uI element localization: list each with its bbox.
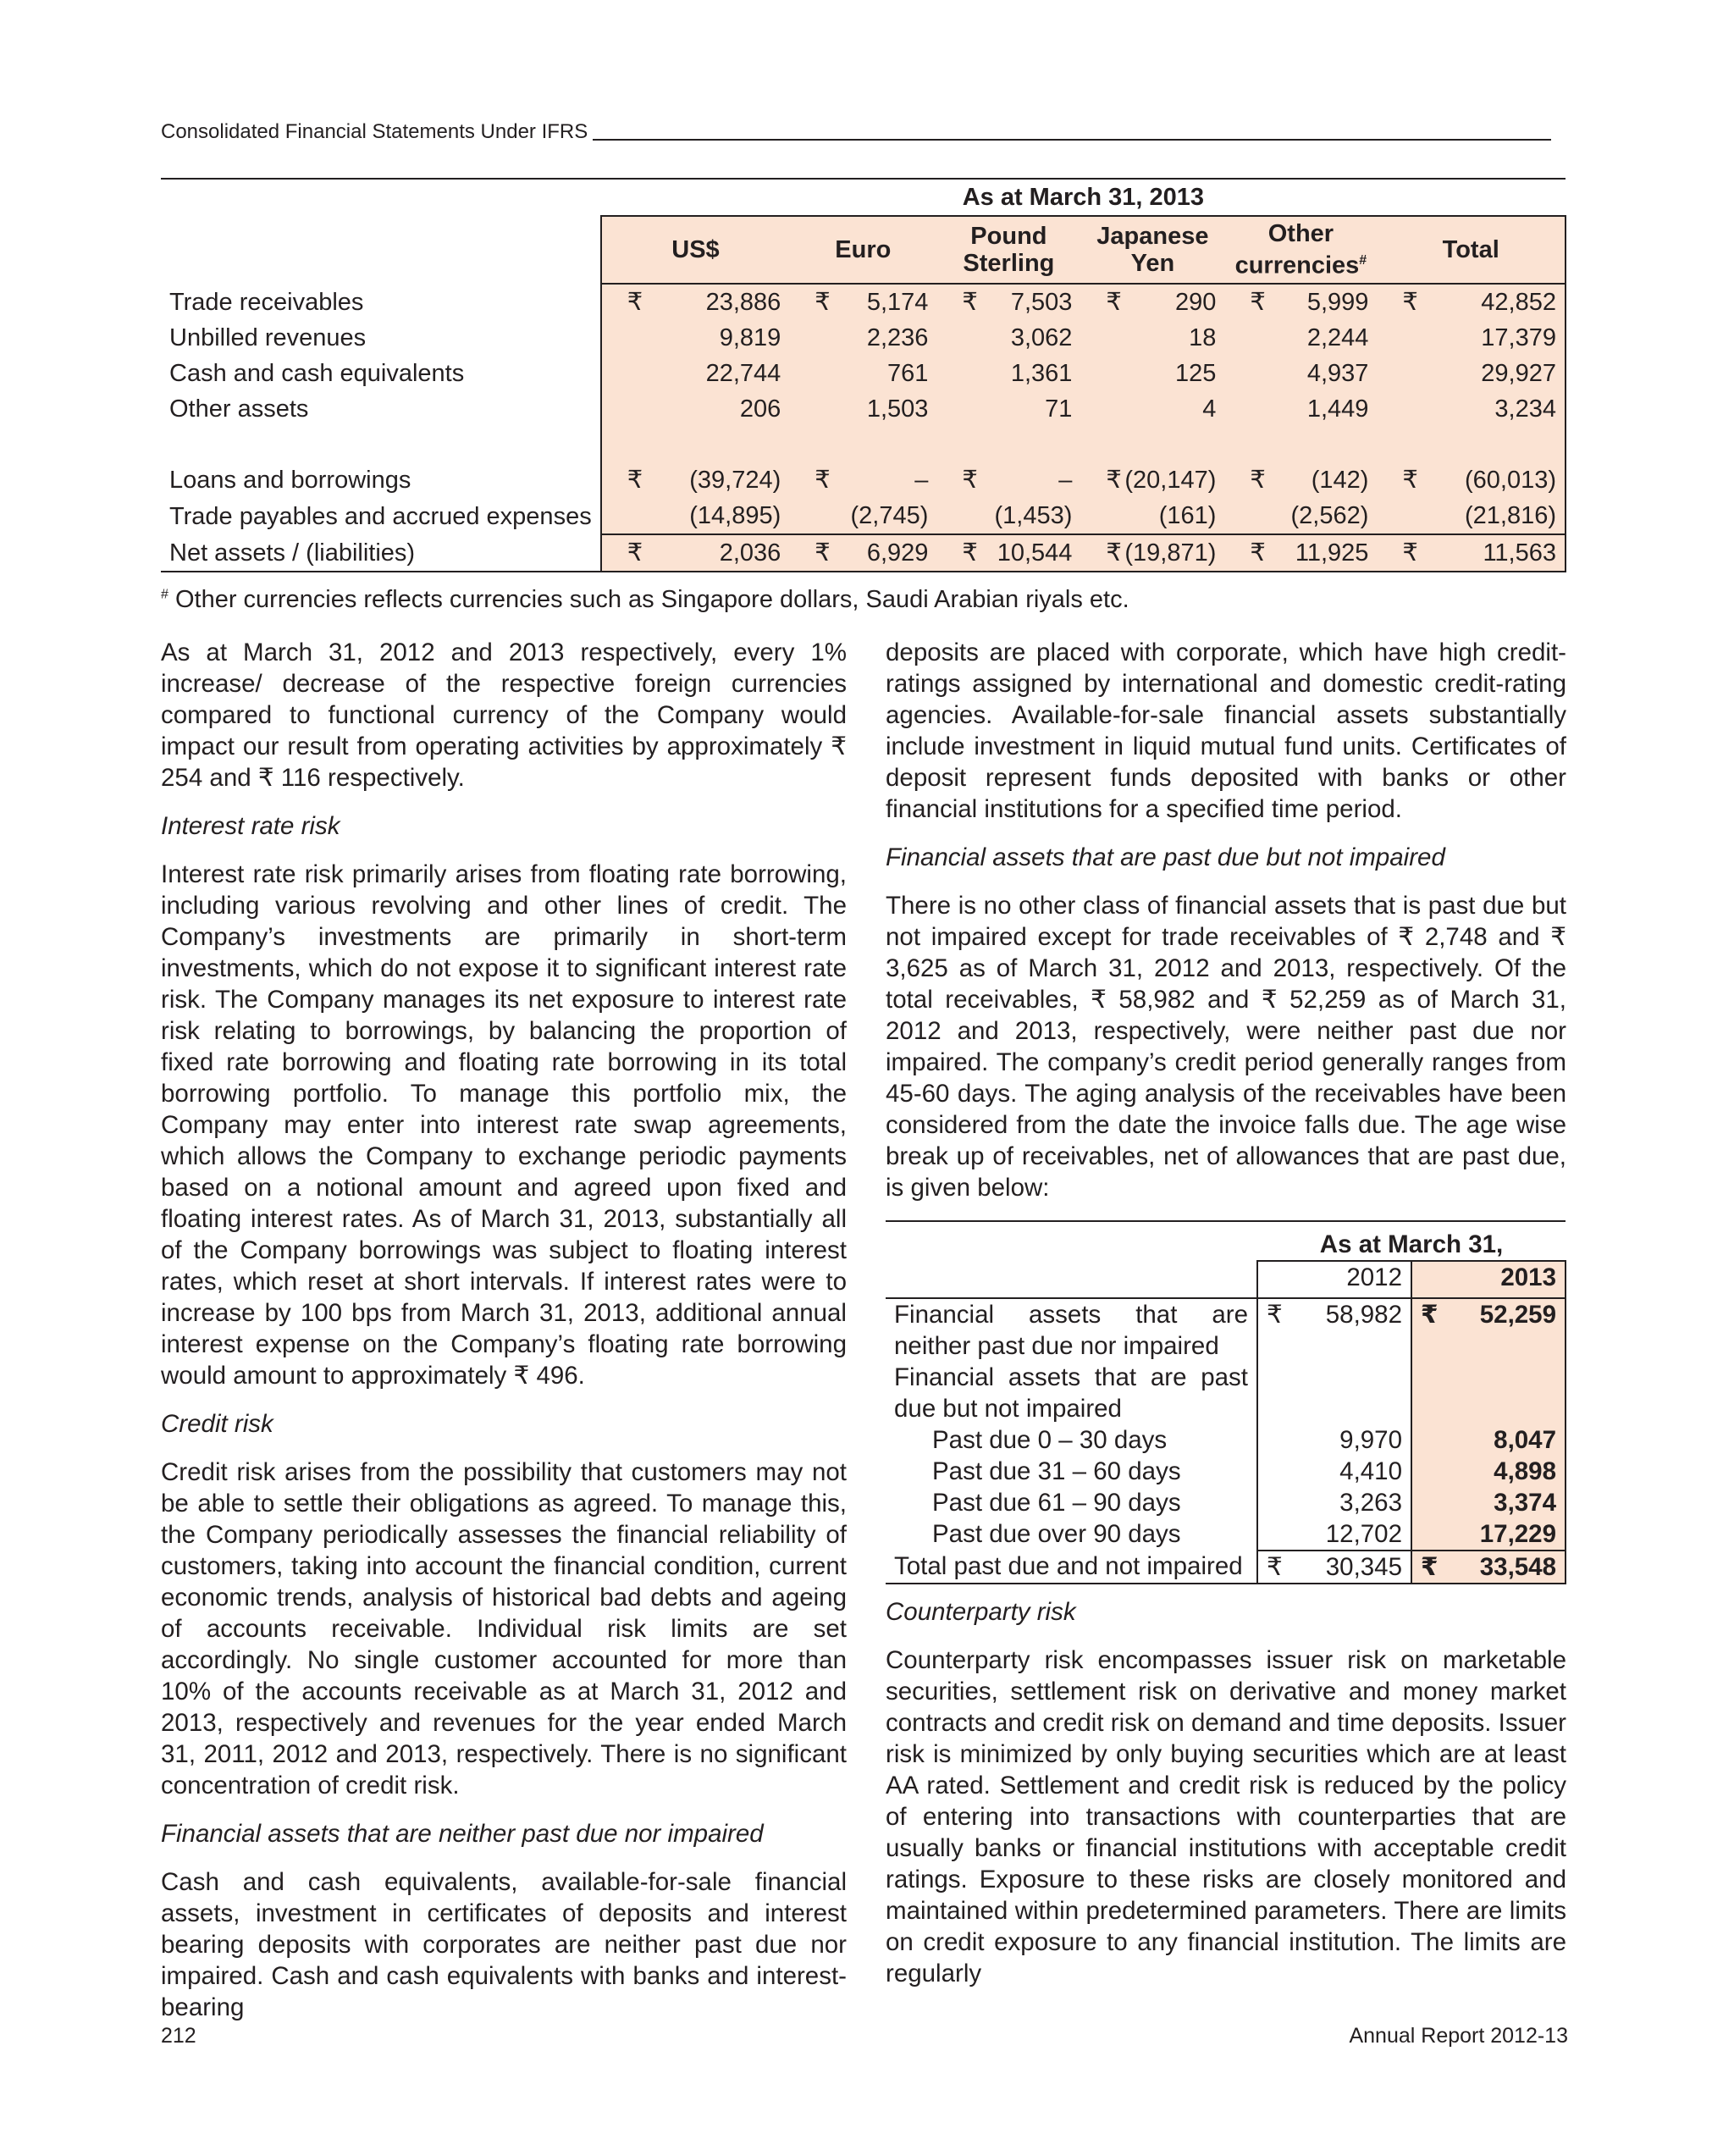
year-2013: 2013 — [1411, 1261, 1566, 1298]
table-row-total: Net assets / (liabilities) ₹ 2,036 ₹ 6,929 ₹ 10,544 ₹ (19,871) ₹ 11,925 ₹ 11,563 — [161, 534, 1566, 572]
table-row: Other assets 206 1,503 71 4 1,449 3,234 — [161, 391, 1566, 427]
subheading-neither-past-due: Financial assets that are neither past due nor impaired — [161, 1820, 764, 1848]
right-column — [886, 637, 1566, 2006]
page-header — [161, 120, 1551, 144]
year-2012: 2012 — [1257, 1261, 1411, 1298]
table-row: Financial assets that are past due but not impaired — [886, 1362, 1566, 1424]
subheading-past-due: Financial assets that are past due but not impaired — [886, 843, 1445, 871]
table-row: Cash and cash equivalents 22,744 761 1,361 125 4,937 29,927 — [161, 356, 1566, 391]
aging-period: As at March 31, — [1257, 1229, 1566, 1261]
aging-table — [886, 1220, 1566, 1584]
section-title: Consolidated Financial Statements Under IFRS — [161, 120, 588, 143]
col-pound: Pound Sterling — [936, 216, 1080, 284]
page-number: 212 — [161, 2024, 196, 2048]
table-row: Trade payables and accrued expenses (14,895) (2,745) (1,453) (161) (2,562) (21,816) — [161, 498, 1566, 534]
table-row: Trade receivables ₹ 23,886 ₹ 5,174 ₹ 7,503 ₹ 290 ₹ 5,999 ₹ 42,852 — [161, 284, 1566, 320]
paragraph: Cash and cash equivalents, available-for-sale financial assets, investment in certificates of deposits and interest bearing deposits with corporates are neither past due nor impaired. Cash and cash equivalents with banks and interest-bearing — [161, 1868, 847, 2021]
table-row: Past due 61 – 90 days 3,263 3,374 — [886, 1487, 1566, 1518]
paragraph: Counterparty risk encompasses issuer risk on marketable securities, settlement risk on derivative and money market contracts and credit risk on demand and time deposits. Issuer risk is minimized by only buying securities which are at least AA rated. Settlement and credit risk is reduced by the policy of entering into transactions with counterparties that are usually banks or financial institutions with acceptable credit ratings. Exposure to these risks are closely monitored and maintained within predetermined parameters. There are limits on credit exposure to any financial institution. The limits are regularly — [886, 1646, 1566, 1987]
table-row: Past due 0 – 30 days 9,970 8,047 — [886, 1424, 1566, 1456]
paragraph: deposits are placed with corporate, which have high credit-ratings assigned by international and domestic credit-rating agencies. Available-for-sale financial assets substantially include investment in liquid mutual fund units. Certificates of deposit represent funds deposited with banks or other financial institutions for a specified time period. — [886, 639, 1566, 823]
paragraph: Credit risk arises from the possibility that customers may not be able to settle their obligations as agreed. To manage this, the Company periodically assesses the financial reliability of customers, taking into account the financial condition, current economic trends, analysis of historical bad debts and ageing of accounts receivable. Individual risk limits are set accordingly. No single customer accounted for more than 10% of the accounts receivable as at March 31, 2012 and 2013, respectively and revenues for the year ended March 31, 2011, 2012 and 2013, respectively. There is no significant concentration of credit risk. — [161, 1458, 847, 1799]
table-row: Loans and borrowings ₹ (39,724) ₹ – ₹ – ₹ (20,147) ₹ (142) ₹ (60,013) — [161, 462, 1566, 498]
report-title: Annual Report 2012-13 — [1349, 2024, 1568, 2048]
currency-table-period: As at March 31, 2013 — [601, 179, 1566, 216]
table-footnote: # Other currencies reflects currencies such as Singapore dollars, Saudi Arabian riyals etc. — [161, 586, 1129, 613]
subheading-counterparty-risk: Counterparty risk — [886, 1598, 1076, 1626]
paragraph: There is no other class of financial assets that is past due but not impaired except for trade receivables of ₹ 2,748 and ₹ 3,625 as of March 31, 2012 and 2013, respectively. Of the total receivables, ₹ 58,982 and ₹ 52,259 as of March 31, 2012 and 2013, respectively, were neither past due nor impaired. The company’s credit period generally ranges from 45-60 days. The aging analysis of the receivables have been considered from the date the invoice falls due. The age wise break up of receivables, net of allowances that are past due, is given below: — [886, 892, 1566, 1202]
col-yen: Japanese Yen — [1080, 216, 1224, 284]
col-total: Total — [1377, 216, 1566, 284]
left-column — [161, 637, 847, 2040]
table-spacer — [161, 427, 1566, 462]
table-row: Financial assets that are neither past due nor impaired ₹ 58,982 ₹ 52,259 — [886, 1298, 1566, 1362]
paragraph: Interest rate risk primarily arises from floating rate borrowing, including various revolving and other lines of credit. The Company’s investments are primarily in short-term investments, which do not expose it to significant interest rate risk. The Company manages its net exposure to interest rate risk relating to borrowings, by balancing the proportion of fixed rate borrowing and floating rate borrowing in its total borrowing portfolio. To manage this portfolio mix, the Company may enter into interest rate swap agreements, which allows the Company to exchange periodic payments based on a notional amount and agreed upon fixed and floating interest rates. As of March 31, 2013, substantially all of the Company borrowings was subject to floating interest rates, which reset at short intervals. If interest rates were to increase by 100 bps from March 31, 2013, additional annual interest expense on the Company’s floating rate borrowing would amount to approximately ₹ 496. — [161, 860, 847, 1390]
header-rule — [593, 139, 1551, 141]
subheading-interest-rate-risk: Interest rate risk — [161, 812, 340, 840]
col-other: Other currencies# — [1224, 216, 1377, 284]
subheading-credit-risk: Credit risk — [161, 1410, 273, 1438]
paragraph: As at March 31, 2012 and 2013 respectively, every 1% increase/ decrease of the respective foreign currencies compared to functional currency of the Company would impact our result from operating activities by approximately ₹ 254 and ₹ 116 respectively. — [161, 639, 847, 792]
table-row: Past due 31 – 60 days 4,410 4,898 — [886, 1456, 1566, 1487]
col-euro: Euro — [789, 216, 936, 284]
col-usd: US$ — [601, 216, 790, 284]
table-row-total: Total past due and not impaired ₹ 30,345 ₹ 33,548 — [886, 1551, 1566, 1584]
currency-exposure-table — [161, 178, 1566, 572]
table-row: Past due over 90 days 12,702 17,229 — [886, 1518, 1566, 1551]
table-row: Unbilled revenues 9,819 2,236 3,062 18 2,244 17,379 — [161, 320, 1566, 356]
